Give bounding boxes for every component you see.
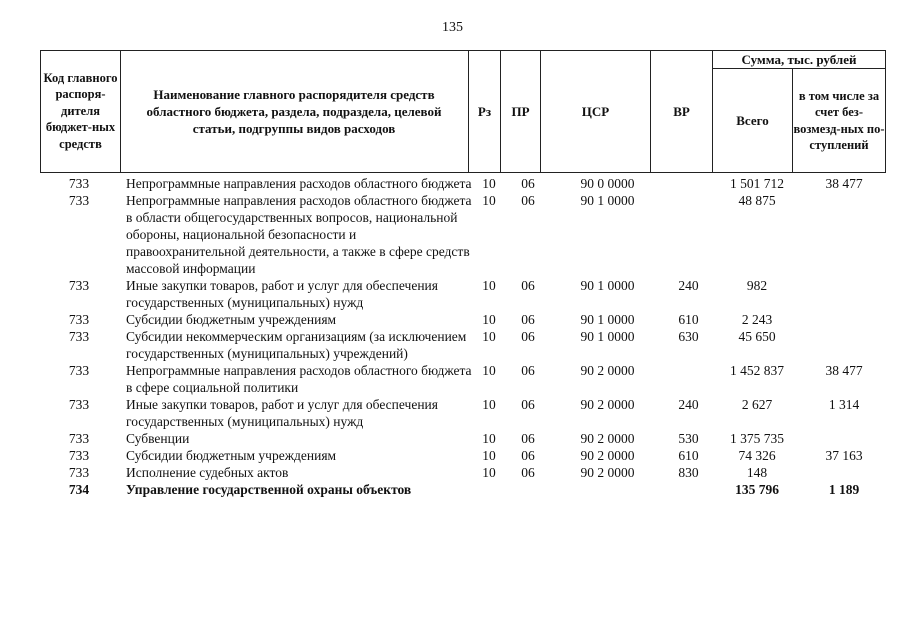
cell-grant: 1 314 — [828, 397, 860, 412]
cell-code: 733 — [68, 176, 90, 191]
col-border — [885, 50, 886, 173]
cell-vr: 610 — [678, 448, 699, 463]
cell-total: 982 — [746, 278, 768, 293]
cell-total: 74 326 — [738, 448, 776, 463]
table-row — [40, 447, 886, 464]
cell-rz: 10 — [482, 363, 496, 378]
cell-csr: 90 0 0000 — [580, 176, 635, 191]
table-body — [40, 175, 886, 498]
cell-pr: 06 — [521, 363, 535, 378]
cell-vr: 610 — [678, 312, 699, 327]
table-row — [40, 362, 886, 396]
cell-vr: 830 — [678, 465, 699, 480]
cell-name: Субсидии бюджетным учреждениям — [126, 312, 337, 327]
cell-total: 45 650 — [738, 329, 776, 344]
cell-pr: 06 — [521, 465, 535, 480]
header-sum: Сумма, тыс. рублей — [741, 51, 857, 67]
table-row — [40, 328, 886, 362]
header-vr: ВР — [673, 103, 690, 119]
cell-csr: 90 1 0000 — [580, 193, 635, 208]
cell-name: Непрограммные направления расходов областного бюджета — [126, 176, 472, 191]
cell-name: Субсидии бюджетным учреждениям — [126, 448, 337, 463]
cell-pr: 06 — [521, 312, 535, 327]
cell-name: Субсидии некоммерческим организациям (за исключением государственных (муниципальных) учреждений) — [126, 329, 467, 361]
cell-code: 733 — [68, 278, 90, 293]
cell-name: Непрограммные направления расходов областного бюджета в сфере социальной политики — [126, 363, 472, 395]
table-row — [40, 464, 886, 481]
cell-rz: 10 — [482, 465, 496, 480]
cell-code: 733 — [68, 363, 90, 378]
cell-vr: 240 — [678, 397, 699, 412]
cell-csr: 90 2 0000 — [580, 431, 635, 446]
cell-rz: 10 — [482, 278, 496, 293]
cell-name: Иные закупки товаров, работ и услуг для обеспечения государственных (муниципальных) нужд — [126, 397, 438, 429]
cell-name: Субвенции — [126, 431, 190, 446]
cell-total: 1 452 837 — [730, 363, 784, 378]
cell-pr: 06 — [521, 193, 535, 208]
cell-csr: 90 2 0000 — [580, 448, 635, 463]
table-row — [40, 277, 886, 311]
cell-grant: 38 477 — [825, 176, 863, 191]
cell-total: 2 627 — [741, 397, 773, 412]
cell-csr: 90 1 0000 — [580, 278, 635, 293]
cell-pr: 06 — [521, 448, 535, 463]
cell-csr: 90 2 0000 — [580, 465, 635, 480]
table-row — [40, 430, 886, 447]
cell-csr: 90 1 0000 — [580, 329, 635, 344]
header-pr: ПР — [511, 103, 530, 119]
cell-code: 734 — [68, 482, 90, 497]
header-name: Наименование главного распорядителя средств областного бюджета, раздела, подраздела, целевой статьи, подгруппы видов расходов — [146, 86, 442, 136]
cell-grant: 1 189 — [828, 482, 860, 497]
cell-pr: 06 — [521, 278, 535, 293]
cell-total: 135 796 — [735, 482, 779, 497]
cell-code: 733 — [68, 431, 90, 446]
col-border — [120, 50, 121, 173]
cell-code: 733 — [68, 329, 90, 344]
cell-total: 2 243 — [741, 312, 773, 327]
header-bottom-border — [40, 172, 886, 173]
cell-code: 733 — [68, 448, 90, 463]
cell-total: 1 375 735 — [730, 431, 784, 446]
table-row — [40, 175, 886, 192]
cell-rz: 10 — [482, 431, 496, 446]
table-row — [40, 311, 886, 328]
cell-name: Управление государственной охраны объектов — [126, 482, 412, 497]
table-row-summary — [40, 481, 886, 498]
cell-total: 1 501 712 — [730, 176, 784, 191]
cell-code: 733 — [68, 193, 90, 208]
cell-rz: 10 — [482, 193, 496, 208]
cell-total: 48 875 — [738, 193, 776, 208]
cell-vr: 240 — [678, 278, 699, 293]
cell-rz: 10 — [482, 176, 496, 191]
cell-grant: 38 477 — [825, 363, 863, 378]
cell-total: 148 — [746, 465, 768, 480]
cell-vr: 530 — [678, 431, 699, 446]
cell-pr: 06 — [521, 176, 535, 191]
header-rz: Рз — [477, 103, 492, 119]
cell-rz: 10 — [482, 397, 496, 412]
cell-rz: 10 — [482, 312, 496, 327]
cell-rz: 10 — [482, 329, 496, 344]
cell-name: Исполнение судебных актов — [126, 465, 289, 480]
cell-csr: 90 2 0000 — [580, 363, 635, 378]
cell-name: Иные закупки товаров, работ и услуг для обеспечения государственных (муниципальных) нужд — [126, 278, 438, 310]
header-code: Код главного распоря-дителя бюджет-ных средств — [43, 70, 118, 151]
cell-pr: 06 — [521, 431, 535, 446]
cell-vr: 630 — [678, 329, 699, 344]
cell-code: 733 — [68, 397, 90, 412]
cell-grant: 37 163 — [825, 448, 863, 463]
cell-name: Непрограммные направления расходов областного бюджета в области общегосударственных вопросов, национальной обороны, национальной безопасности и правоохранительной деятельности, а также в сфере средств массовой информации — [126, 193, 472, 276]
cell-pr: 06 — [521, 397, 535, 412]
table-row — [40, 192, 886, 277]
header-csr: ЦСР — [581, 103, 610, 119]
header-grant: в том числе за счет без-возмезд-ных по-ступлений — [793, 88, 885, 152]
table-row — [40, 396, 886, 430]
cell-code: 733 — [68, 465, 90, 480]
page-number: 135 — [442, 20, 463, 35]
cell-csr: 90 2 0000 — [580, 397, 635, 412]
cell-rz: 10 — [482, 448, 496, 463]
header-total: Всего — [736, 113, 769, 128]
table-header — [40, 50, 886, 173]
cell-pr: 06 — [521, 329, 535, 344]
cell-csr: 90 1 0000 — [580, 312, 635, 327]
cell-code: 733 — [68, 312, 90, 327]
